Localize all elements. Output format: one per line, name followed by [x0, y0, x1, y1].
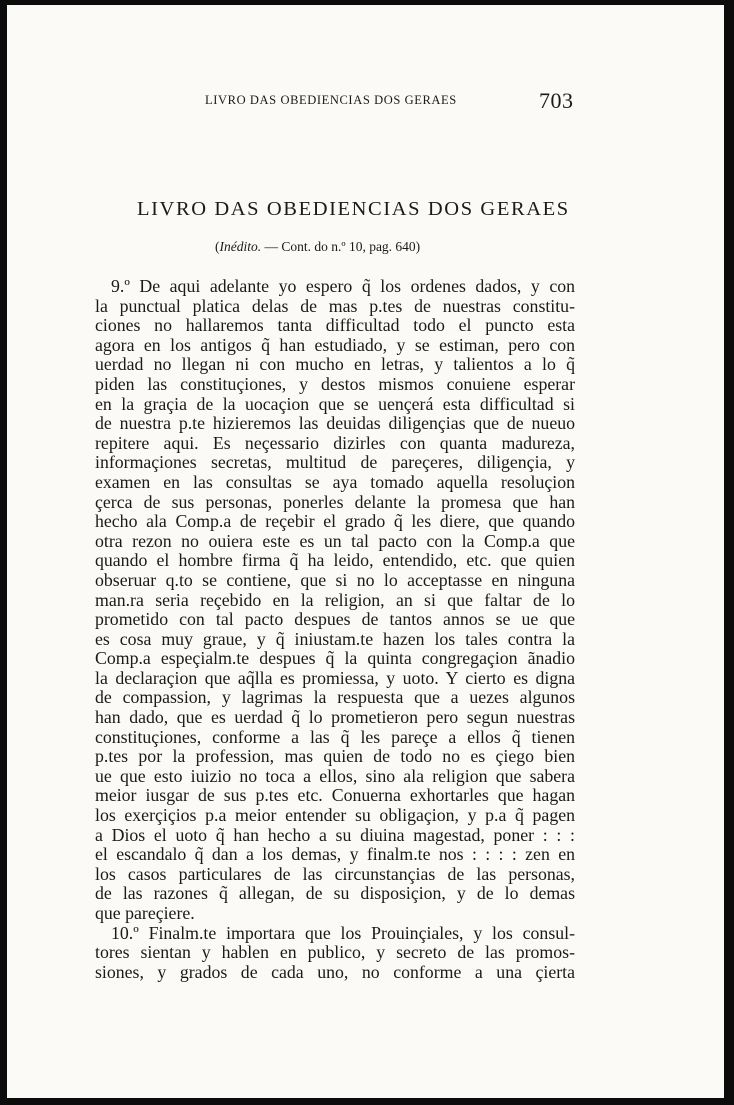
- article-title: LIVRO DAS OBEDIENCIAS DOS GERAES: [137, 198, 570, 220]
- text-line: en la graçia de la uocaçion que se uençerá esta difficultad si: [95, 394, 575, 414]
- text-line: la declaraçion que aq̃lla es promiessa, y uoto. Y cierto es digna: [95, 668, 575, 688]
- text-line: çerca de sus personas, ponerles delante la promesa que han: [95, 492, 575, 512]
- text-line: prometido con tal pacto despues de tantos annos se ue que: [95, 610, 575, 630]
- running-title: LIVRO DAS OBEDIENCIAS DOS GERAES: [205, 93, 457, 107]
- text-line: quando el hombre firma q̃ ha leido, entendido, etc. que quien: [95, 551, 575, 571]
- text-line: la punctual platica delas de mas p.tes de nuestras constitu-: [95, 296, 575, 316]
- text-line: piden las constituçiones, y destos mismos conuiene esperar: [95, 374, 575, 394]
- text-line: los exerçiçios p.a meior entender su obligaçion, y p.a q̃ pagen: [95, 806, 575, 826]
- text-line: constituçiones, conforme a las q̃ les pareçe a ellos q̃ tienen: [95, 727, 575, 747]
- text-line: 9.º De aqui adelante yo espero q̃ los ordenes dados, y con: [111, 277, 575, 296]
- text-line: de nuestra p.te hizieremos las deuidas diligençias que de nueuo: [95, 414, 575, 434]
- text-line: de compassion, y lagrimas la respuesta que a uezes algunos: [95, 688, 575, 708]
- text-line: repitere aqui. Es neçessario dizirles con quanta madureza,: [95, 433, 575, 453]
- page-number: 703: [539, 88, 574, 113]
- article-subtitle: [215, 239, 420, 255]
- text-line: tores sientan y hablen en publico, y secreto de las promos-: [95, 943, 575, 963]
- text-line: 10.º Finalm.te importara que los Prouinçiales, y los consul-: [111, 923, 575, 943]
- subtitle-rest: — Cont. do n.º 10, pag. 640): [261, 239, 421, 254]
- text-line: examen en las consultas se aya tomado aquella resoluçion: [95, 472, 575, 492]
- text-line: siones, y grados de cada uno, no conforme a una çierta: [95, 962, 575, 982]
- text-line: man.ra seria reçebido en la religion, an si que faltar de lo: [95, 590, 575, 610]
- text-line: que pareçiere.: [95, 904, 195, 923]
- text-line: ue que esto iuizio no toca a ellos, sino ala religion que sabera: [95, 766, 575, 786]
- text-line: informaçiones secretas, multitud de pareçeres, diligençia, y: [95, 453, 575, 473]
- text-line: el escandalo q̃ dan a los demas, y finalm.te nos : : : : zen en: [95, 845, 575, 865]
- subtitle-open: (: [215, 239, 220, 254]
- subtitle-italic: Inédito.: [219, 239, 262, 254]
- text-line: los casos particulares de las circunstançias de las personas,: [95, 864, 575, 884]
- text-line: obseruar q.to se contiene, que si no lo acceptasse en ninguna: [95, 570, 575, 590]
- text-line: de las razones q̃ allegan, de su disposiçion, y de lo demas: [95, 884, 575, 904]
- text-line: p.tes por la profession, mas quien de todo no es çiego bien: [95, 747, 575, 767]
- text-line: uerdad no llegan ni con mucho en letras, y talientos a lo q̃: [95, 355, 575, 375]
- text-line: ciones no hallaremos tanta difficultad todo el puncto esta: [95, 316, 575, 336]
- body-text: [95, 277, 575, 982]
- text-line: hecho ala Comp.a de reçebir el grado q̃ les diere, que quando: [95, 512, 575, 532]
- page: [7, 5, 724, 1098]
- text-line: meior iusgar de sus p.tes etc. Conuerna exhortarles que hagan: [95, 786, 575, 806]
- text-line: agora en los antigos q̃ han estudiado, y se estiman, pero con: [95, 335, 575, 355]
- text-line: a Dios el uoto q̃ han hecho a su diuina magestad, poner : : :: [95, 825, 575, 845]
- text-line: han dado, que es uerdad q̃ lo prometieron pero segun nuestras: [95, 708, 575, 728]
- text-line: otra rezon no ouiera este es un tal pacto con la Comp.a que: [95, 531, 575, 551]
- text-line: Comp.a espeçialm.te despues q̃ la quinta congregaçion ãnadio: [95, 649, 575, 669]
- text-line: es cosa muy graue, y q̃ iniustam.te hazen los tales contra la: [95, 629, 575, 649]
